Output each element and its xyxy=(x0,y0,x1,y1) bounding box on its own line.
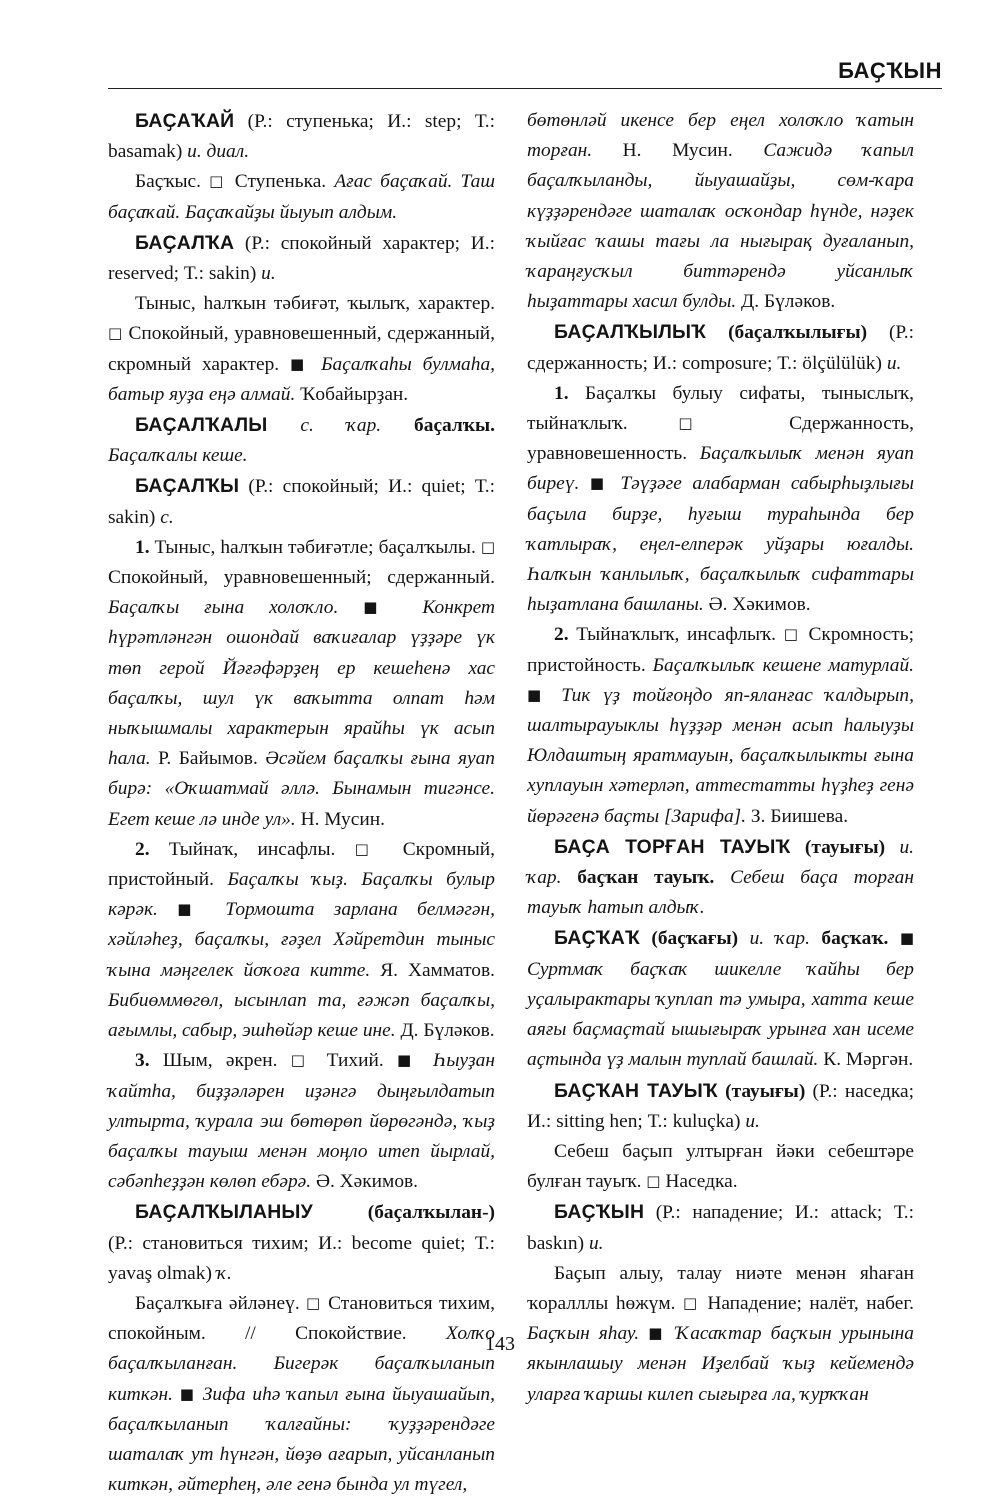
dictionary-paragraph: 2. Тыйнаҡ, инсафлы. □ Скромный, пристойный. Баҫалҡы ҡыҙ. Баҫалҡы булыр кәрәк. ■ Тормошта зарлана белмәгән, хәйләһеҙ, баҫалҡы, ғәҙел Хәйретдин тыныс ҡына мәңгелек йоҡоға китте. Я. Хамматов. Бибиөммөгөл, ысынлап та, ғәжәп баҫалҡы, ағымлы, сабыр, эшһөйәр кеше ине. Д. Бүләков. xyxy=(108,838,495,1042)
dictionary-paragraph: 1. Баҫалҡы булыу сифаты, тыныслыҡ, тыйнаҡлыҡ. □ Сдержанность, уравновешенность. Баҫалҡылыҡ менән яуап биреү. ■ Тәүҙәге алабарман сабырһыҙлығы баҫыла бирҙе, һуғыш тураһында бер ҡатлыраҡ, еңел-елперәк уйҙары юғалды. Һалҡын ҡанлылыҡ, баҫалҡылыҡ сифаттары һыҙатлана башланы. Ә. Хәкимов. xyxy=(527,382,914,616)
dictionary-paragraph: 2. Тыйнаҡлыҡ, инсафлыҡ. □ Скромность; пристойность. Баҫалҡылыҡ кешене матурлай. ■ Тик үҙ тойғоңдо яп-яланғас ҡалдырып, шалтырауыклы һүҙҙәр менән асып һалыуҙы Юлдаштың яратмауын, баҫалҡылыкты ғына хуплауын хәтерләп, аттестатты һүҙһеҙ генә йөрәгенә баҫты [Зарифа]. З. Биишева. xyxy=(527,624,914,827)
dictionary-paragraph: БАҪАЛҠАЛЫ с. ҡар. баҫалҡы. Баҫалҡалы кеше. xyxy=(108,414,495,467)
dictionary-paragraph: БАҪАЛҠЫЛЫҠ (баҫалҡылығы) (Р.: сдержанность; И.: composure; Т.: ölçülülük) и. xyxy=(527,321,914,374)
dictionary-paragraph: 1. Тыныс, һалҡын тәбиғәтле; баҫалҡылы. □ Спокойный, уравновешенный; сдержанный. Баҫалҡы ғына холоҡло. ■ Конкрет һүрәтләнгән ошондай ваҡиғалар үҙҙәре үк төп герой Йәғәфәрҙең ер кешеһенә хас баҫалҡы, шул үк ваҡытта олпат һәм ныҡышмалы характерын ярайһы үк асып һала. Р. Байымов. Әсәйем баҫалҡы ғына яуап бирә: «Оҡшатмай әллә. Бынамын тигәнсе. Егет кеше лә инде ул». Н. Мусин. xyxy=(108,536,495,830)
dictionary-paragraph: БАҪАЛҠА (Р.: спокойный характер; И.: reserved; Т.: sakin) и. xyxy=(108,231,495,285)
dictionary-paragraph: 3. Шым, әкрен. □ Тихий. ■ Һыуҙан ҡайтһа, биҙҙәләрен иҙәнгә дыңғылдатып ултырта, ҡурала эш бөтөрөп йөрөгәндә, ҡыҙ баҫалҡы тауыш менән моңло итеп йырлай, сәбәпһеҙҙән көлөп ебәрә. Ә. Хәкимов. xyxy=(108,1050,495,1193)
dictionary-paragraph: Тыныс, һалҡын тәбиғәт, ҡылыҡ, характер. □ Спокойный, уравновешенный, сдержанный, скромный характер. ■ Баҫалҡаһы булмаһа, батыр яуҙа еңә алмай. Ҡобайырҙан. xyxy=(108,293,495,405)
dictionary-paragraph: БАҪАЛҠЫЛАНЫУ (баҫалҡылан-) (Р.: становиться тихим; И.: become quiet; Т.: yavaş olmak) ҡ. xyxy=(108,1201,495,1284)
dictionary-paragraph: Баҫҡыс. □ Ступенька. Ағас баҫаҡай. Таш баҫаҡай. Баҫаҡайҙы йыуып алдым. xyxy=(108,171,495,223)
dictionary-paragraph: Баҫып алыу, талау ниәте менән яһаған ҡоралллы һөжүм. □ Нападение; налёт, набег. Баҫҡын яһау. ■ Ҡасаҡтар баҫҡын урынына якынлашыу менән Иҙелбай ҡыҙ кейемендә уларға ҡаршы килеп сығырға ла, ҡурҡҡан xyxy=(527,1262,915,1405)
dictionary-paragraph: Себеш баҫып ултырған йәки себештәре булған тауыҡ. □ Наседка. xyxy=(527,1140,914,1193)
dictionary-paragraph: БАҪА ТОРҒАН ТАУЫҠ (тауығы) и. ҡар. баҫҡан тауыҡ. Себеш баҫа торған тауыҡ һатып алдыҡ. xyxy=(527,835,914,919)
dictionary-paragraph: БАҪАҠАЙ (Р.: ступенька; И.: step; Т.: basamak) и. диал. xyxy=(108,110,495,163)
page-number: 143 xyxy=(485,1333,515,1355)
dictionary-paragraph: БАҪАЛҠЫ (Р.: спокойный; И.: quiet; Т.: sakin) с. xyxy=(108,475,495,528)
dictionary-paragraph: БАҪҠЫН (Р.: нападение; И.: attack; Т.: baskın) и. xyxy=(527,1201,914,1254)
dictionary-paragraph: БАҪҠАҠ (баҫҡағы) и. ҡар. баҫҡаҡ. ■ Суртмаҡ баҫҡаҡ шикелле ҡайһы бер уҫалырактары ҡуплап тә умыра, хатта кеше аяғы баҫмаҫтай ышығыраҡ урынға хан исеме аҫтында үҙ малын туплай башлай. К. Мәргән. xyxy=(527,927,915,1071)
left-column xyxy=(108,106,495,1500)
running-head: БАҪҠЫН xyxy=(108,56,942,89)
right-column xyxy=(527,106,914,1410)
dictionary-paragraph: БАҪҠАН ТАУЫҠ (тауығы) (Р.: наседка; И.: sitting hen; Т.: kuluçka) и. xyxy=(527,1079,914,1132)
dictionary-paragraph: Баҫалҡыға әйләнеү. □ Становиться тихим, спокойным. // Спокойствие. Холҡо баҫалҡыланған. Бигерәк баҫалҡыланып киткән. ■ Зифа иһә ҡапыл ғына йыуашайып, баҫалҡыланып ҡалғайны: ҡуҙҙәрендәге шаталаҡ ут һүнгән, йөҙө ағарып, уйсанланып киткән, әйтерһең, әле генә бында ул түгел, xyxy=(108,1292,495,1496)
dictionary-paragraph: бөтөнләй икенсе бер еңел холоҡло ҡатын торған. Н. Мусин. Сажидә ҡапыл баҫалҡыланды, йыуашайҙы, сөм-ҡара күҙҙәрендәге шаталаҡ осҡондар һүнде, нәҙек ҡыйғас ҡашы тағы ла нығырақ дуғаланып, ҡараңғусҡыл биттәрендә уйсанлыҡ һыҙаттары хасил булды. Д. Бүләков. xyxy=(527,110,914,313)
